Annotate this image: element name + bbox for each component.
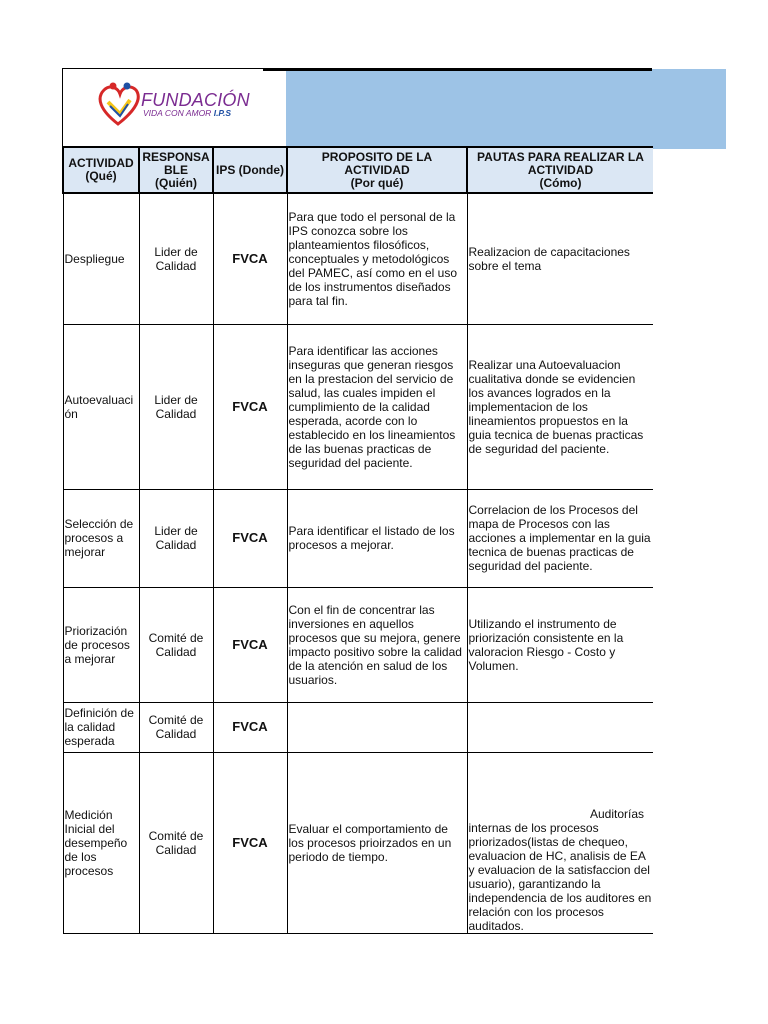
cell-pautas: Correlacion de los Procesos del mapa de Procesos con las acciones a implementar en la guia tecnica de buenas practicas de seguridad del paciente. bbox=[467, 489, 653, 587]
pautas-rest: internas de los procesos priorizados(listas de chequeo, evaluacion de HC, analisis de EA y evaluacion de la satisfaccion del usuario), garantizando la independencia de los auditores en relación con los procesos auditados. bbox=[468, 820, 652, 933]
cell-responsable: Lider de Calidad bbox=[139, 489, 213, 587]
cell-actividad: Definición de la calidad esperada bbox=[63, 702, 139, 752]
cell-responsable: Lider de Calidad bbox=[139, 193, 213, 324]
cell-pautas: Utilizando el instrumento de priorización consistente en la valoracion Riesgo - Costo y Volumen. bbox=[467, 587, 653, 702]
cell-pautas bbox=[467, 702, 653, 752]
cell-actividad: Medición Inicial del desempeño de los procesos bbox=[63, 752, 139, 933]
cell-actividad: Despliegue bbox=[63, 193, 139, 324]
cell-proposito: Evaluar el comportamiento de los procesos prioirzados en un periodo de tiempo. bbox=[287, 752, 467, 933]
cell-proposito: Con el fin de concentrar las inversiones en aquellos procesos que su mejora, genere impacto positivo sobre la calidad de la atención en salud de los usuarios. bbox=[287, 587, 467, 702]
table-row bbox=[63, 489, 653, 587]
cell-ips: FVCA bbox=[213, 489, 287, 587]
table-row bbox=[63, 193, 653, 324]
header-band bbox=[286, 69, 726, 149]
column-header-proposito: PROPOSITO DE LA ACTIVIDAD (Por qué) bbox=[287, 147, 467, 193]
cell-ips: FVCA bbox=[213, 752, 287, 933]
header-top-border bbox=[263, 68, 652, 71]
cell-actividad: Autoevaluación bbox=[63, 324, 139, 489]
column-header-pautas: PAUTAS PARA REALIZAR LA ACTIVIDAD (Cómo) bbox=[467, 147, 653, 193]
column-header-responsable: RESPONSABLE (Quién) bbox=[139, 147, 213, 193]
cell-pautas: Realizar una Autoevaluacion cualitativa donde se evidencien los avances logrados en la implementacion de los lineamientos propuestos en la guia tecnica de buenas practicas de seguridad del paciente. bbox=[467, 324, 653, 489]
cell-actividad: Selección de procesos a mejorar bbox=[63, 489, 139, 587]
table-row bbox=[63, 702, 653, 752]
cell-proposito: Para identificar el listado de los procesos a mejorar. bbox=[287, 489, 467, 587]
table-row bbox=[63, 324, 653, 489]
cell-proposito: Para que todo el personal de la IPS conozca sobre los planteamientos filosóficos, conceptuales y metodológicos del PAMEC, así como en el uso de los instrumentos diseñados para tal fin. bbox=[287, 193, 467, 324]
table-header-row bbox=[63, 147, 653, 193]
logo-tagline: VIDA CON AMOR I.P.S bbox=[143, 108, 232, 118]
cell-proposito: Para identificar las acciones inseguras que generan riesgos en la prestacion del servicio de salud, las cuales impiden el cumplimiento de la calidad esperada, acorde con lo establecido en los lineamientos de las buenas practicas de seguridad del paciente. bbox=[287, 324, 467, 489]
cell-responsable: Comité de Calidad bbox=[139, 752, 213, 933]
cell-ips: FVCA bbox=[213, 324, 287, 489]
cell-ips: FVCA bbox=[213, 702, 287, 752]
cell-pautas bbox=[467, 752, 653, 933]
column-header-actividad: ACTIVIDAD (Qué) bbox=[63, 147, 139, 193]
activities-table bbox=[62, 146, 653, 934]
cell-responsable: Comité de Calidad bbox=[139, 587, 213, 702]
cell-proposito bbox=[287, 702, 467, 752]
cell-responsable: Comité de Calidad bbox=[139, 702, 213, 752]
cell-pautas: Realizacion de capacitaciones sobre el tema bbox=[467, 193, 653, 324]
table-row bbox=[63, 752, 653, 933]
cell-ips: FVCA bbox=[213, 587, 287, 702]
cell-ips: FVCA bbox=[213, 193, 287, 324]
column-header-ips: IPS (Donde) bbox=[213, 147, 287, 193]
cell-actividad: Priorización de procesos a mejorar bbox=[63, 587, 139, 702]
logo-name: FUNDACIÓN bbox=[141, 90, 250, 110]
cell-responsable: Lider de Calidad bbox=[139, 324, 213, 489]
table-row bbox=[63, 587, 653, 702]
pautas-first-word: Auditorías bbox=[589, 806, 644, 821]
